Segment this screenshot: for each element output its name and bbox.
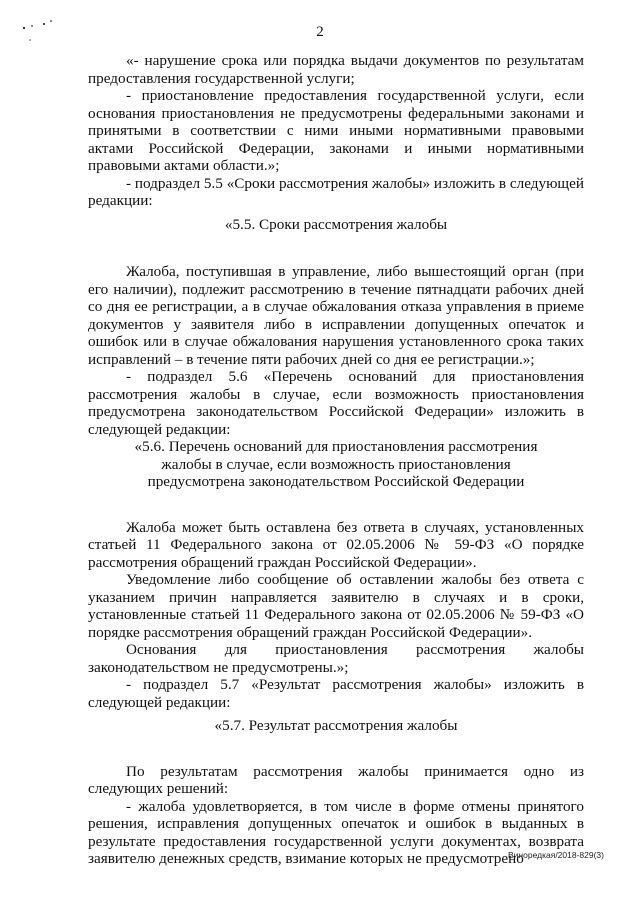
paragraph-decisions-intro: По результатам рассмотрения жалобы принимается одно из следующих решений: [88, 762, 584, 797]
heading-5-6-line-2: жалобы в случае, если возможность приостановления [161, 455, 511, 473]
paragraph-subsection-5-6-instruction: - подраздел 5.6 «Перечень оснований для приостановления рассмотрения жалобы в случае, если возможность приостановления предусмотрена законодательством Российской Федерации» изложить в следующей редакции: [88, 368, 584, 438]
paragraph-violation-deadline: «- нарушение срока или порядка выдачи документов по результатам предоставления государственной услуги; [88, 52, 584, 87]
paragraph-subsection-5-7-instruction: - подраздел 5.7 «Результат рассмотрения жалобы» изложить в следующей редакции: [88, 676, 584, 711]
document-body [88, 52, 584, 868]
paragraph-notification: Уведомление либо сообщение об оставлении жалобы без ответа с указанием причин направляется заявителю в случаях и в сроки, установленные статьей 11 Федерального закона от 02.05.2006 № 59-ФЗ «О порядке рассмотрения обращений граждан Российской Федерации». [88, 571, 584, 641]
paragraph-subsection-5-5-instruction: - подраздел 5.5 «Сроки рассмотрения жалобы» изложить в следующей редакции: [88, 174, 584, 209]
page-number: 2 [316, 24, 324, 40]
paragraph-suspension: - приостановление предоставления государственной услуги, если основания приостановления не предусмотрены федеральными законами и принятыми в соответствии с ними иными нормативными правовыми актами Российской Федерации, законами и иными нормативными правовыми актами области.»; [88, 87, 584, 174]
document-footer-code: Виноредкая/2018-829(3) [508, 850, 604, 860]
heading-5-6-line-1: «5.6. Перечень оснований для приостановления рассмотрения [134, 438, 538, 455]
heading-5-6-line-3: предусмотрена законодательством Российской Федерации [147, 473, 525, 490]
paragraph-no-answer-cases: Жалоба может быть оставлена без ответа в случаях, установленных статьей 11 Федерального закона от 02.05.2006 № 59-ФЗ «О порядке рассмотрения обращений граждан Российской Федерации». [88, 518, 584, 571]
paragraph-no-suspension-grounds: Основания для приостановления рассмотрения жалобы законодательством не предусмотрены.»; [88, 641, 584, 676]
heading-5-5: «5.5. Сроки рассмотрения жалобы [224, 215, 448, 233]
paragraph-complaint-satisfied: - жалоба удовлетворяется, в том числе в форме отмены принятого решения, исправления допущенных опечаток и ошибок в выданных в результате предоставления государственной услуги документах, возврата заявителю денежных средств, взимание которых не предусмотрено [88, 797, 584, 867]
paragraph-complaint-terms: Жалоба, поступившая в управление, либо вышестоящий орган (при его наличии), подлежит рассмотрению в течение пятнадцати рабочих дней со дня ее регистрации, а в случае обжалования отказа управления в приеме документов у заявителя либо в исправлении допущенных опечаток и ошибок или в случае обжалования нарушения установленного срока таких исправлений – в течение пяти рабочих дней со дня ее регистрации.»; [88, 263, 584, 368]
heading-5-7: «5.7. Результат рассмотрения жалобы [214, 717, 458, 734]
